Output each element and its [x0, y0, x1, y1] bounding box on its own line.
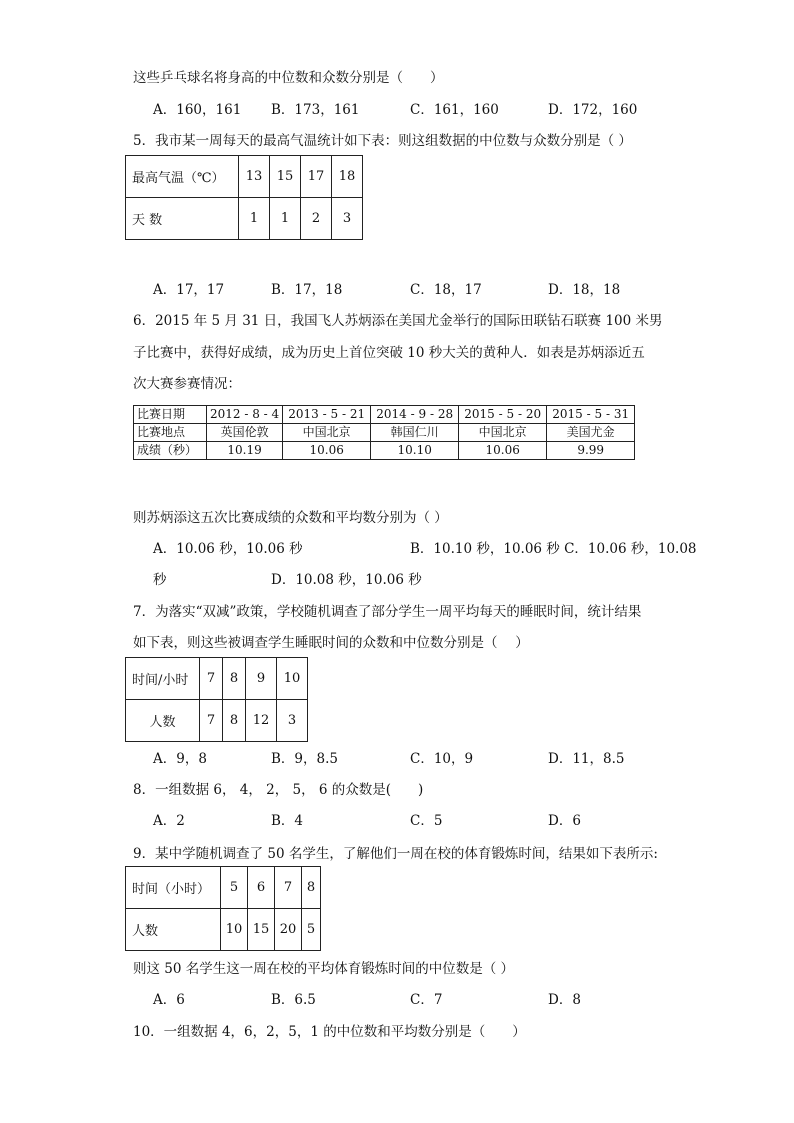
- q5-option-b: B．17，18: [271, 282, 343, 298]
- table-cell: 5: [221, 867, 248, 909]
- q5-stem: 5．我市某一周每天的最高气温统计如下表：则这组数据的中位数与众数分别是（ ）: [133, 133, 632, 149]
- table-header-cell: 时间（小时）: [126, 867, 221, 909]
- table-row: [134, 442, 635, 460]
- q9-question: 则这 50 名学生这一周在校的平均体育锻炼时间的中位数是（ ）: [133, 961, 515, 977]
- table-cell: 6: [248, 867, 275, 909]
- table-cell: 10: [277, 658, 308, 700]
- table-row: [126, 867, 321, 909]
- q6-option-b-c: B．10.10 秒，10.06 秒 C．10.06 秒，10.08: [410, 541, 697, 557]
- q5-option-d: D．18，18: [548, 282, 621, 298]
- table-cell: 10: [221, 909, 248, 951]
- table-cell: 2013 - 5 - 21: [283, 406, 371, 424]
- table-header-cell: 最高气温（℃）: [126, 156, 239, 198]
- table-row: [126, 156, 363, 198]
- table-header-cell: 天 数: [126, 198, 239, 240]
- q6-option-d: D．10.08 秒，10.06 秒: [271, 572, 422, 588]
- table-cell: 7: [200, 700, 223, 742]
- q7-stem-line-2: 如下表，则这些被调查学生睡眠时间的众数和中位数分别是（ ）: [133, 635, 529, 651]
- table-row: [126, 658, 308, 700]
- table-row: [134, 406, 635, 424]
- table-cell: 8: [223, 658, 246, 700]
- table-cell: 10.06: [459, 442, 547, 460]
- table-cell: 7: [275, 867, 302, 909]
- table-cell: 15: [248, 909, 275, 951]
- table-header-cell: 比赛地点: [134, 424, 207, 442]
- q6-stem-line-1: 6．2015 年 5 月 31 日，我国飞人苏炳添在美国尤金举行的国际田联钻石联赛 100 米男: [133, 313, 663, 329]
- table-cell: 2012 - 8 - 4: [207, 406, 283, 424]
- q9-stem: 9．某中学随机调查了 50 名学生，了解他们一周在校的体育锻炼时间，结果如下表所示:: [133, 846, 658, 862]
- table-cell: 9: [246, 658, 277, 700]
- q7-stem-line-1: 7．为落实“双减”政策，学校随机调查了部分学生一周平均每天的睡眠时间，统计结果: [133, 604, 642, 620]
- table-cell: 13: [239, 156, 270, 198]
- table-row: [134, 424, 635, 442]
- table-row: [126, 700, 308, 742]
- table-cell: 17: [301, 156, 332, 198]
- q7-sleep-table: [125, 657, 308, 742]
- q4-stem: 这些乒乓球名将身高的中位数和众数分别是（ ）: [133, 70, 444, 86]
- table-cell: 10.06: [283, 442, 371, 460]
- table-cell: 15: [270, 156, 301, 198]
- table-cell: 8: [223, 700, 246, 742]
- q8-option-c: C．5: [410, 813, 443, 829]
- q5-option-c: C．18，17: [410, 282, 482, 298]
- table-row: [126, 198, 363, 240]
- table-cell: 2: [301, 198, 332, 240]
- q8-stem: 8．一组数据 6， 4， 2， 5， 6 的众数是( ): [133, 782, 424, 798]
- q9-option-c: C．7: [410, 992, 443, 1008]
- table-cell: 英国伦敦: [207, 424, 283, 442]
- table-cell: 美国尤金: [547, 424, 635, 442]
- q4-option-c: C．161，160: [410, 102, 499, 118]
- table-header-cell: 成绩（秒）: [134, 442, 207, 460]
- table-cell: 中国北京: [459, 424, 547, 442]
- q6-stem-line-2: 子比赛中，获得好成绩，成为历史上首位突破 10 秒大关的黄种人．如表是苏炳添近五: [133, 345, 645, 361]
- table-cell: 1: [239, 198, 270, 240]
- table-header-cell: 比赛日期: [134, 406, 207, 424]
- table-cell: 2015 - 5 - 20: [459, 406, 547, 424]
- table-cell: 5: [302, 909, 321, 951]
- q4-option-b: B．173，161: [271, 102, 360, 118]
- q6-competition-table: [133, 405, 635, 460]
- q5-temperature-table: [125, 155, 363, 240]
- q9-exercise-table: [125, 866, 321, 951]
- q10-stem: 10．一组数据 4，6，2，5，1 的中位数和平均数分别是（ ）: [133, 1024, 526, 1040]
- q8-option-d: D．6: [548, 813, 581, 829]
- q8-option-a: A．2: [153, 813, 185, 829]
- table-cell: 18: [332, 156, 363, 198]
- table-cell: 2015 - 5 - 31: [547, 406, 635, 424]
- table-cell: 10.19: [207, 442, 283, 460]
- table-cell: 8: [302, 867, 321, 909]
- table-cell: 12: [246, 700, 277, 742]
- q6-question: 则苏炳添这五次比赛成绩的众数和平均数分别为（ ）: [133, 510, 448, 526]
- q8-option-b: B．4: [271, 813, 304, 829]
- table-cell: 1: [270, 198, 301, 240]
- table-cell: 3: [277, 700, 308, 742]
- table-cell: 10.10: [371, 442, 459, 460]
- table-cell: 3: [332, 198, 363, 240]
- table-header-cell: 人数: [126, 700, 200, 742]
- table-cell: 9.99: [547, 442, 635, 460]
- table-cell: 韩国仁川: [371, 424, 459, 442]
- q9-option-a: A．6: [153, 992, 185, 1008]
- q4-option-a: A．160，161: [153, 102, 242, 118]
- table-header-cell: 时间/小时: [126, 658, 200, 700]
- q7-option-b: B．9，8.5: [271, 751, 338, 767]
- table-cell: 20: [275, 909, 302, 951]
- q6-stem-line-3: 次大赛参赛情况：: [133, 376, 241, 392]
- table-cell: 7: [200, 658, 223, 700]
- table-cell: 2014 - 9 - 28: [371, 406, 459, 424]
- q6-option-c-cont: 秒: [153, 572, 167, 588]
- q9-option-d: D．8: [548, 992, 581, 1008]
- q6-option-a: A．10.06 秒，10.06 秒: [153, 541, 303, 557]
- q7-option-c: C．10，9: [410, 751, 474, 767]
- q4-option-d: D．172，160: [548, 102, 638, 118]
- q9-option-b: B．6.5: [271, 992, 316, 1008]
- q7-option-d: D．11，8.5: [548, 751, 625, 767]
- q7-option-a: A．9，8: [153, 751, 207, 767]
- table-cell: 中国北京: [283, 424, 371, 442]
- table-header-cell: 人数: [126, 909, 221, 951]
- table-row: [126, 909, 321, 951]
- q5-option-a: A．17，17: [153, 282, 225, 298]
